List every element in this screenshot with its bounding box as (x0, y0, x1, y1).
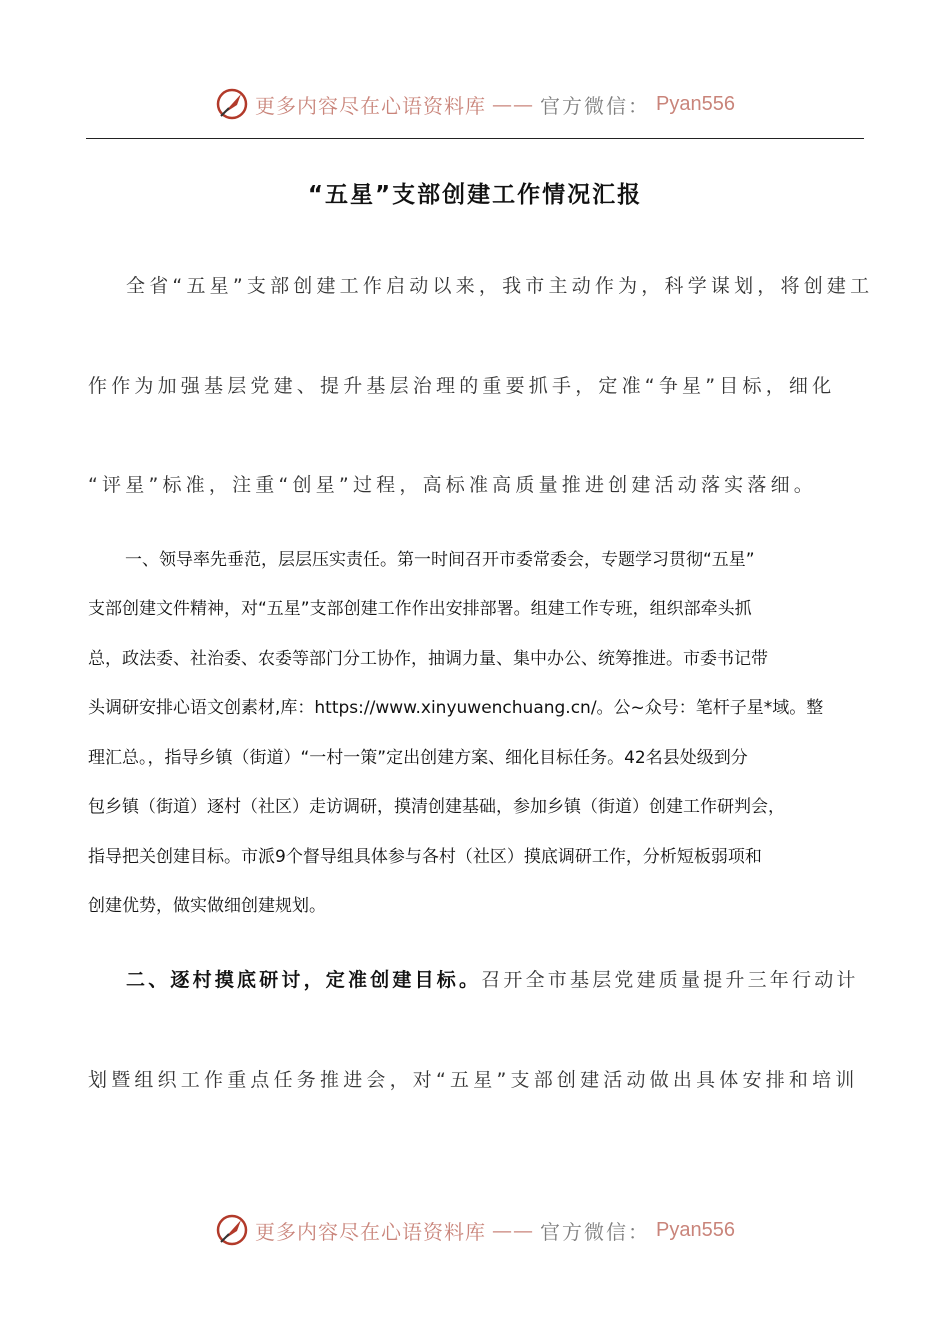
section1-line-7: 指导把关创建目标。市派9个督导组具体参与各村（社区）摸底调研工作，分析短板弱项和 (88, 847, 762, 867)
intro-line-2: 作作为加强基层党建、提升基层治理的重要抓手，定准“争星”目标，细化 (88, 375, 836, 397)
banner-wechat-id: Pyan556 (656, 92, 735, 115)
quill-logo-icon (215, 1213, 249, 1247)
section1-line-8: 创建优势，做实做细创建规划。 (88, 896, 326, 916)
section2-line-1 (88, 966, 864, 994)
banner-promo-text: 更多内容尽在心语资料库 (255, 93, 487, 118)
footer-promo-text: 更多内容尽在心语资料库 (255, 1219, 487, 1244)
section2-line-2: 划暨组织工作重点任务推进会，对“五星”支部创建活动做出具体安排和培训 (88, 1069, 859, 1091)
section1-line-2: 支部创建文件精神，对“五星”支部创建工作作出安排部署。组建工作专班，组织部牵头抓 (88, 599, 752, 619)
section1-line-6: 包乡镇（街道）逐村（社区）走访调研，摸清创建基础，参加乡镇（街道）创建工作研判会， (88, 797, 785, 817)
section1-line-4: 头调研安排心语文创素材,库：https://www.xinyuwenchuang.cn/。公~众号：笔杆子星*域。整 (88, 698, 824, 718)
header-divider (86, 138, 864, 139)
intro-line-1: 全省“五星”支部创建工作启动以来，我市主动作为，科学谋划，将创建工 (126, 275, 874, 297)
section2-line-1-rest: 召开全市基层党建质量提升三年行动计 (481, 969, 859, 991)
footer-banner (0, 1210, 950, 1250)
banner-dash: —— (492, 92, 535, 116)
header-banner (0, 84, 950, 124)
section1-line-3: 总，政法委、社治委、农委等部门分工协作，抽调力量、集中办公、统筹推进。市委书记带 (88, 649, 768, 669)
intro-line-3: “评星”标准，注重“创星”过程，高标准高质量推进创建活动落实落细。 (88, 474, 817, 496)
section1-line-5: 理汇总。，指导乡镇（街道）“一村一策”定出创建方案、细化目标任务。42名县处级到分 (88, 748, 748, 768)
footer-wechat-id: Pyan556 (656, 1218, 735, 1241)
banner-wechat-label: 官方微信： (540, 93, 651, 118)
footer-dash: —— (492, 1218, 535, 1242)
section1-line-1: 一、领导率先垂范，层层压实责任。第一时间召开市委常委会，专题学习贯彻“五星” (125, 550, 755, 570)
document-title: “五星”支部创建工作情况汇报 (307, 182, 643, 208)
footer-wechat-label: 官方微信： (540, 1219, 651, 1244)
quill-logo-icon (215, 87, 249, 121)
section2-heading: 二、逐村摸底研讨，定准创建目标。 (126, 969, 482, 991)
